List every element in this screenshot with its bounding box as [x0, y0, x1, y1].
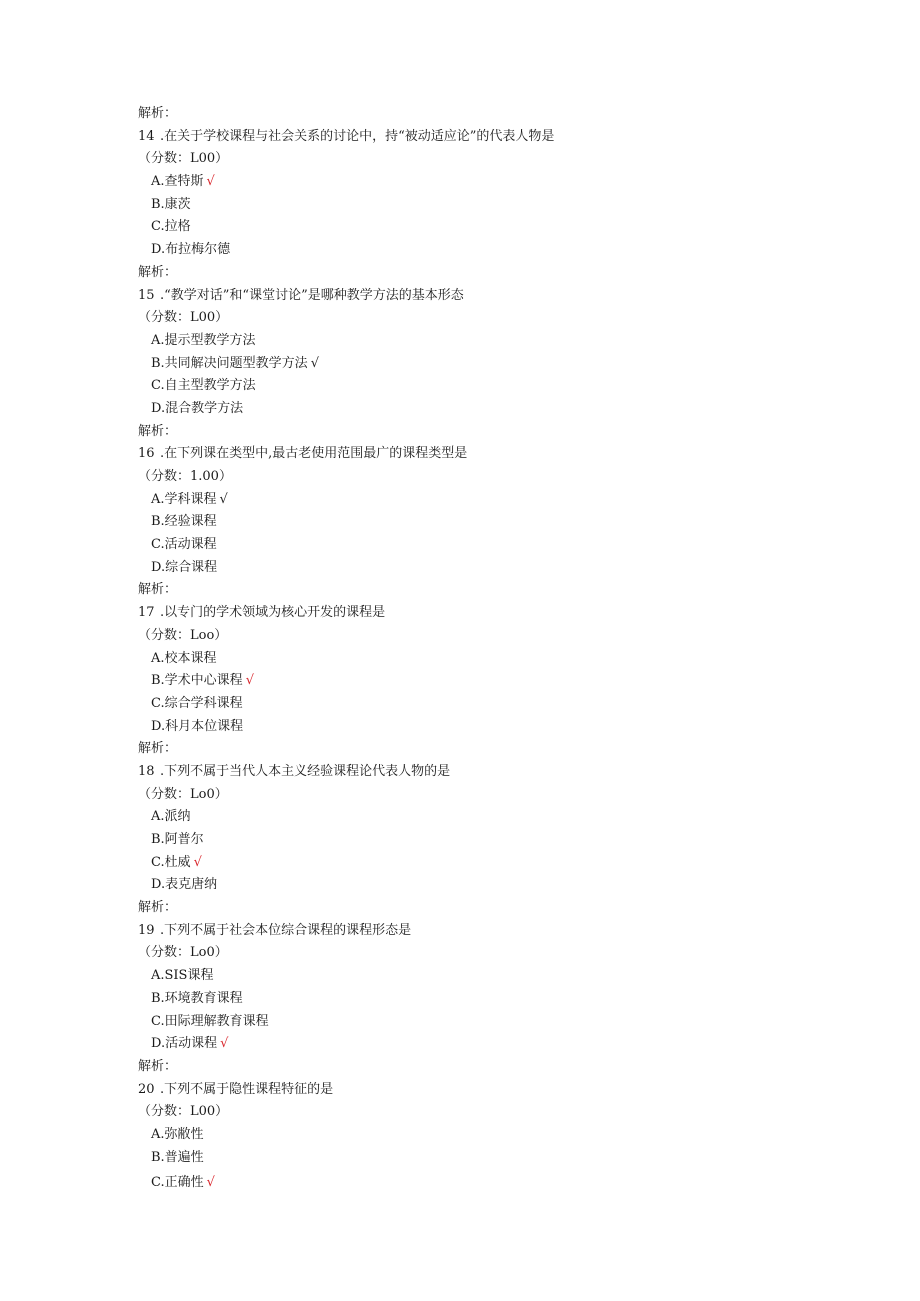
question-text: .下列不属于隐性课程特征的是 — [160, 1081, 334, 1097]
option-d[interactable] — [138, 1033, 858, 1056]
question-text: .在下列课在类型中,最古老使用范围最广的课程类型是 — [160, 446, 468, 462]
option-text: A.学科课程 — [151, 491, 217, 507]
option-text: A.派纳 — [151, 809, 191, 825]
question-score: （分数：Lo0） — [138, 945, 228, 961]
option-c[interactable] — [138, 693, 858, 716]
option-c[interactable] — [138, 1172, 858, 1195]
option-a[interactable] — [138, 171, 858, 194]
check-mark-icon: √ — [245, 673, 254, 689]
option-text: C.正确性 — [151, 1175, 204, 1191]
option-text: A.查特斯 — [151, 174, 204, 190]
question-text: .以专门的学术领域为核心开发的课程是 — [160, 605, 386, 621]
option-text: A.弥敝性 — [151, 1126, 204, 1142]
question-19 — [138, 920, 858, 943]
option-d[interactable] — [138, 398, 858, 421]
analysis-label: 解析： — [138, 741, 178, 757]
option-text: B.环境教育课程 — [151, 990, 243, 1006]
option-d[interactable] — [138, 557, 858, 580]
option-text: B.经验课程 — [151, 514, 217, 530]
question-16 — [138, 443, 858, 466]
option-c[interactable] — [138, 852, 858, 875]
option-b[interactable] — [138, 988, 858, 1011]
option-text: D.混合教学方法 — [151, 400, 244, 416]
analysis-label: 解析： — [138, 900, 178, 916]
option-c[interactable] — [138, 216, 858, 239]
option-text: C.杜威 — [151, 854, 191, 870]
option-text: D.活动课程 — [151, 1036, 218, 1052]
analysis-label: 解析： — [138, 423, 178, 439]
option-text: B.康茨 — [151, 196, 191, 212]
option-text: D.科月本位课程 — [151, 718, 244, 734]
option-a[interactable] — [138, 806, 858, 829]
question-20 — [138, 1079, 858, 1102]
question-15 — [138, 285, 858, 308]
option-text: A.SIS课程 — [151, 968, 214, 984]
analysis-label: 解析： — [138, 264, 178, 280]
option-text: D.布拉梅尔德 — [151, 242, 231, 258]
question-14 — [138, 126, 858, 149]
question-score: （分数：Lo0） — [138, 786, 228, 802]
question-number: 14 — [138, 128, 155, 144]
option-d[interactable] — [138, 239, 858, 262]
question-17 — [138, 602, 858, 625]
question-score: （分数：1.00） — [138, 469, 232, 484]
option-text: C.活动课程 — [151, 537, 217, 553]
question-score: （分数：L00） — [138, 310, 229, 326]
option-b[interactable] — [138, 829, 858, 852]
option-c[interactable] — [138, 1011, 858, 1034]
analysis-label: 解析： — [138, 1058, 178, 1074]
option-b[interactable] — [138, 353, 858, 376]
option-a[interactable] — [138, 648, 858, 671]
option-a[interactable] — [138, 965, 858, 988]
option-text: C.拉格 — [151, 219, 191, 235]
question-score: （分数：L00） — [138, 151, 229, 167]
option-text: A.提示型教学方法 — [151, 332, 256, 348]
option-text: B.阿普尔 — [151, 832, 204, 847]
option-c[interactable] — [138, 534, 858, 557]
option-b[interactable] — [138, 194, 858, 217]
question-number: 16 — [138, 446, 155, 462]
option-a[interactable] — [138, 1124, 858, 1147]
option-b[interactable] — [138, 1147, 858, 1170]
question-number: 20 — [138, 1081, 155, 1097]
check-mark-icon: √ — [206, 174, 215, 190]
option-text: C.综合学科课程 — [151, 695, 243, 711]
check-mark-icon: √ — [310, 355, 319, 371]
question-number: 15 — [138, 287, 155, 303]
analysis-label: 解析： — [138, 582, 178, 598]
option-text: C.田际理解教育课程 — [151, 1013, 269, 1029]
option-text: A.校本课程 — [151, 650, 217, 666]
question-score: （分数：L00） — [138, 1104, 229, 1120]
option-text: C.自主型教学方法 — [151, 378, 256, 394]
check-mark-icon: √ — [220, 1036, 229, 1052]
question-list — [138, 103, 858, 1195]
option-text: B.学术中心课程 — [151, 673, 243, 689]
option-text: D.综合课程 — [151, 559, 218, 575]
question-number: 17 — [138, 605, 155, 621]
option-d[interactable] — [138, 716, 858, 739]
option-b[interactable] — [138, 670, 858, 693]
option-text: D.表克唐纳 — [151, 877, 218, 893]
check-mark-icon: √ — [219, 491, 228, 507]
option-text: B.普遍性 — [151, 1149, 204, 1165]
question-text: .“教学对话”和“课堂讨论”是哪种教学方法的基本形态 — [160, 287, 464, 303]
option-text: B.共同解决问题型教学方法 — [151, 355, 308, 371]
question-text: .下列不属于当代人本主义经验课程论代表人物的是 — [160, 763, 451, 779]
question-text: .下列不属于社会本位综合课程的课程形态是 — [160, 922, 412, 938]
option-b[interactable] — [138, 511, 858, 534]
question-number: 18 — [138, 763, 155, 779]
check-mark-icon: √ — [206, 1175, 215, 1191]
check-mark-icon: √ — [193, 854, 202, 870]
option-a[interactable] — [138, 489, 858, 512]
question-number: 19 — [138, 922, 155, 938]
option-c[interactable] — [138, 375, 858, 398]
question-18 — [138, 761, 858, 784]
question-score: （分数：Loo） — [138, 627, 228, 643]
option-d[interactable] — [138, 874, 858, 897]
question-text: .在关于学校课程与社会关系的讨论中，持“被动适应论”的代表人物是 — [160, 128, 555, 144]
option-a[interactable] — [138, 330, 858, 353]
analysis-label: 解析： — [138, 106, 178, 121]
